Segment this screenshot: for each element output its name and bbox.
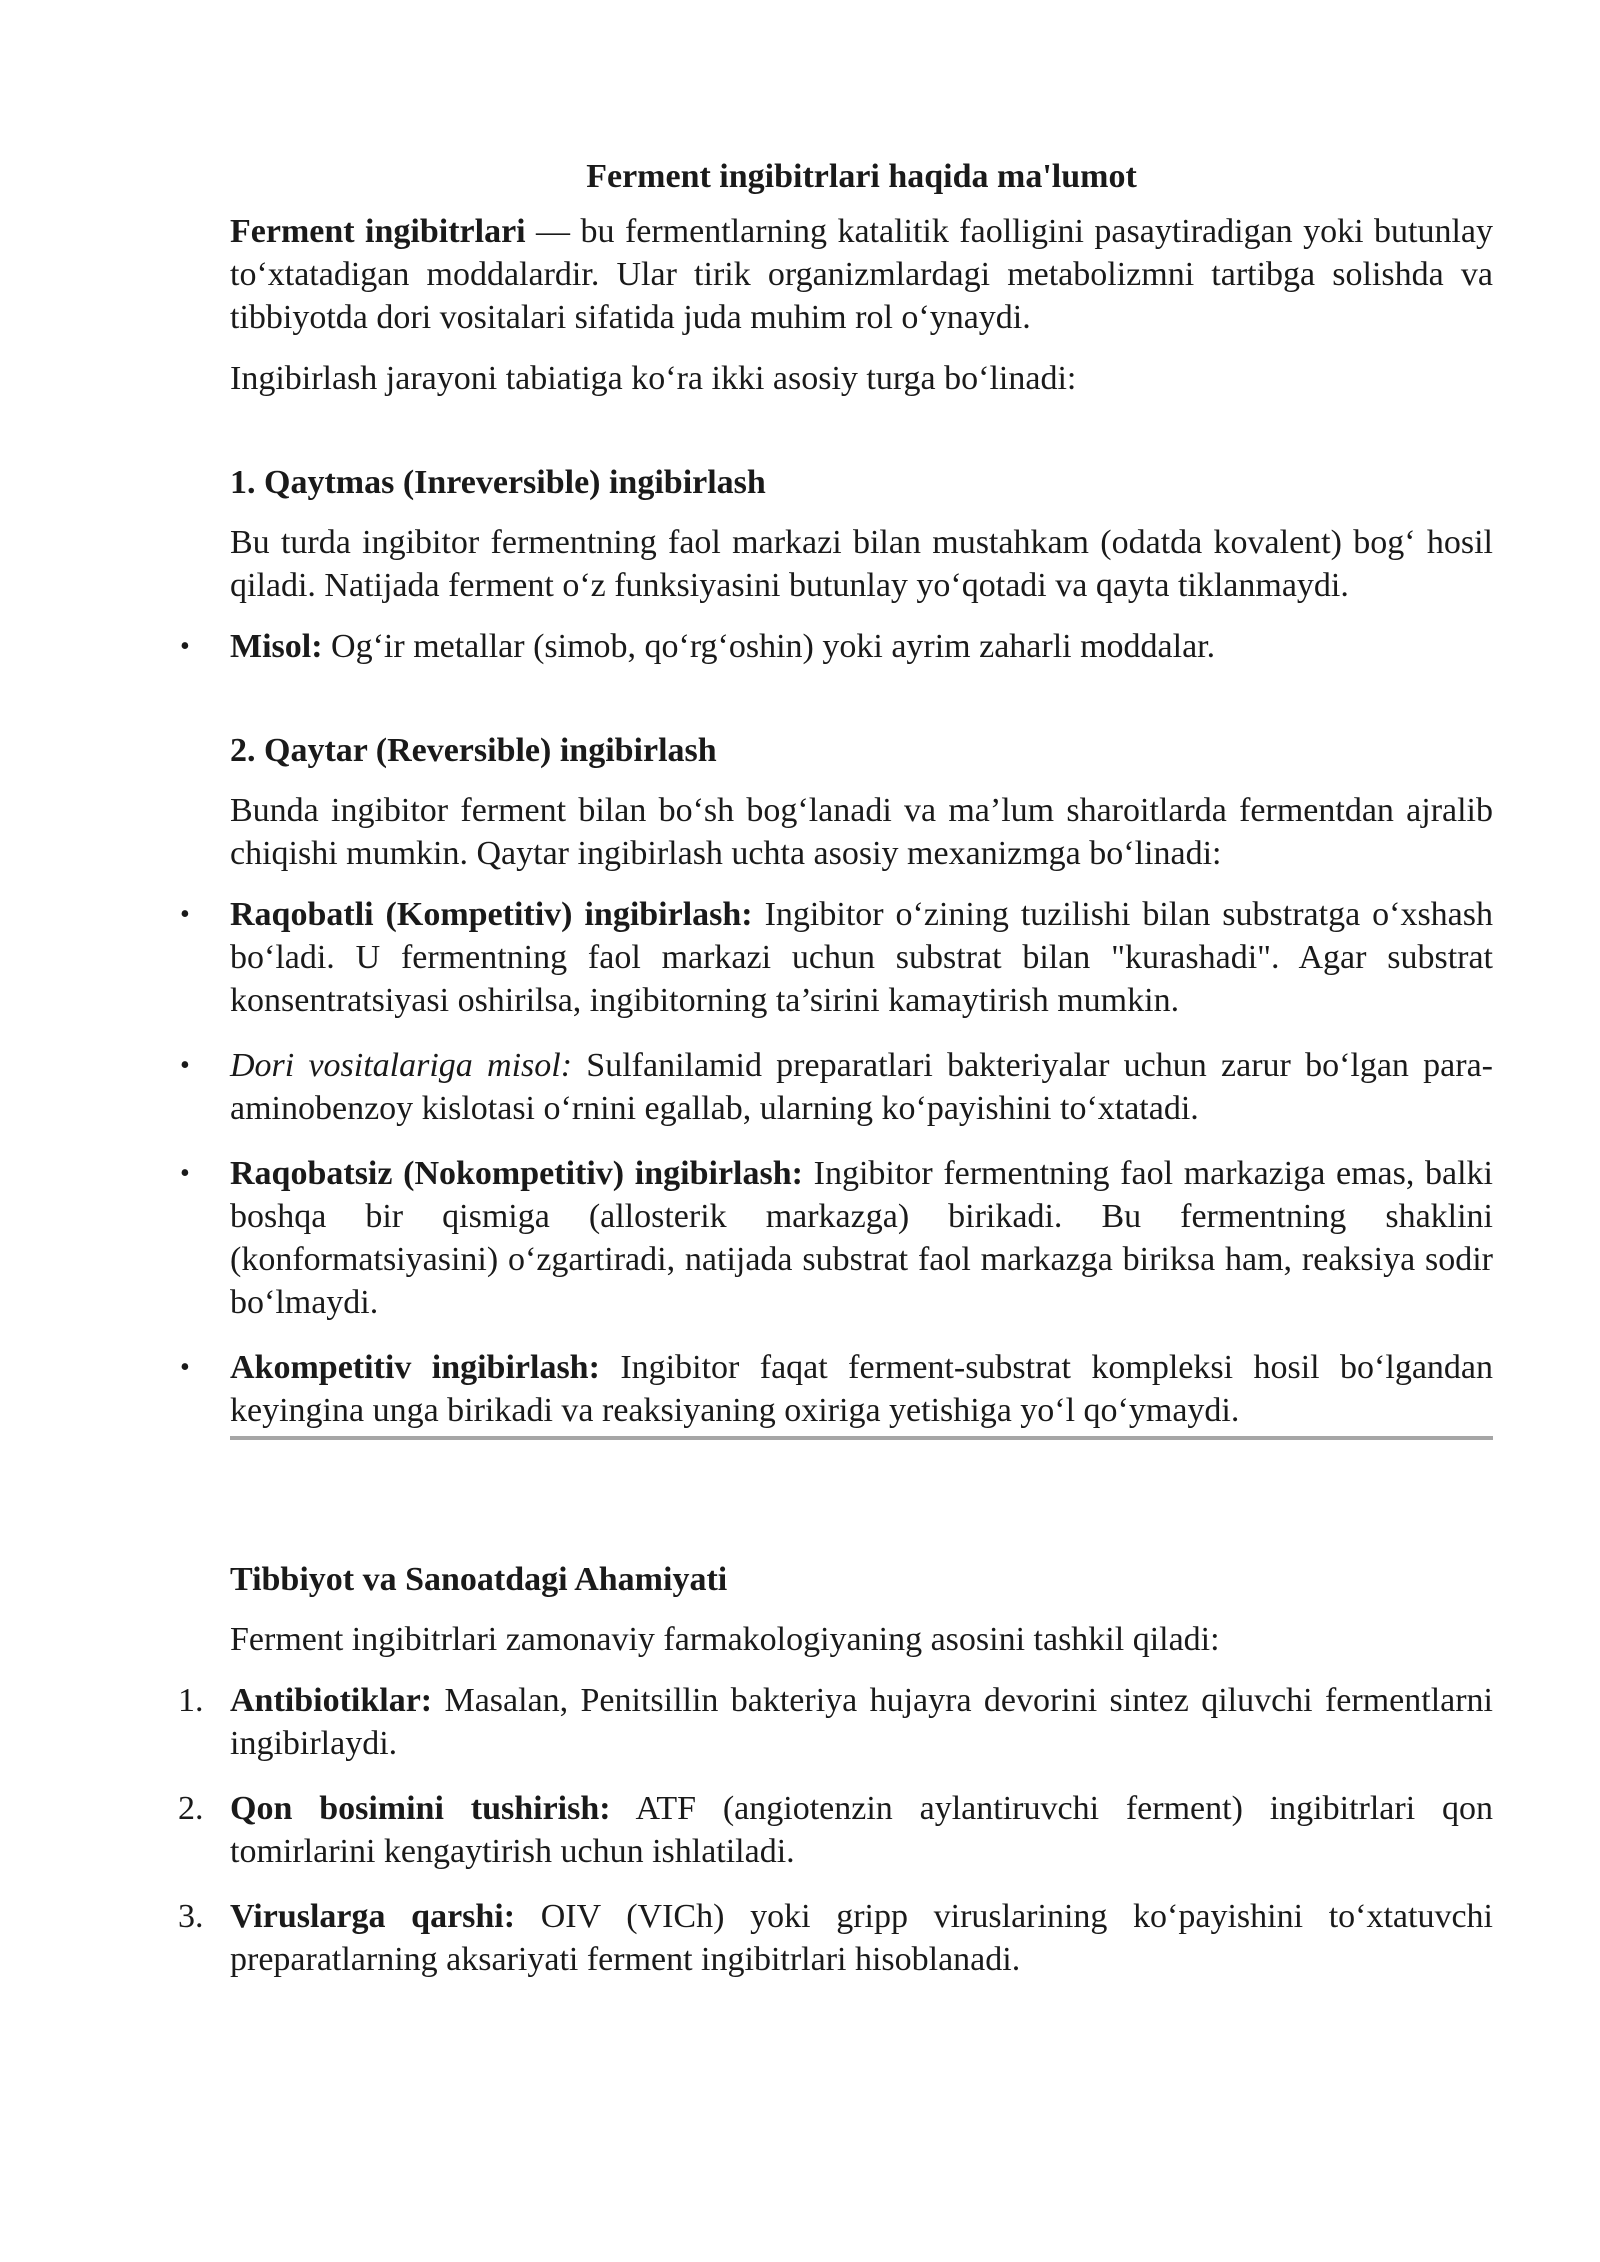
item-label: Antibiotiklar: bbox=[230, 1682, 433, 1719]
bullet-label: Akompetitiv ingibirlash: bbox=[230, 1349, 600, 1386]
intro-term: Ferment ingibitrlari bbox=[230, 213, 526, 250]
horizontal-rule bbox=[230, 1436, 1493, 1440]
section-text-reversible: Bunda ingibitor ferment bilan bo‘sh bog‘lanadi va ma’lum sharoitlarda fermentdan ajralib chiqishi mumkin. Qaytar ingibirlash uchta asosiy mexanizmga bo‘linadi: bbox=[230, 792, 1493, 872]
section-heading-significance: Tibbiyot va Sanoatdagi Ahamiyati bbox=[230, 1561, 728, 1598]
list-item bbox=[230, 1044, 1493, 1130]
bullet-text: Og‘ir metallar (simob, qo‘rg‘oshin) yoki ayrim zaharli moddalar. bbox=[322, 628, 1216, 665]
item-text: OIV (VICh) yoki gripp viruslarining ko‘payishini to‘xtatuvchi preparatlarning aksariyati ferment ingibitrlari hisoblanadi. bbox=[230, 1898, 1493, 1978]
irreversible-bullet-list bbox=[230, 625, 1493, 668]
item-text: ATF (angiotenzin aylantiruvchi ferment) ingibitrlari qon tomirlarini kengaytirish uchun ishlatiladi. bbox=[230, 1790, 1493, 1870]
list-item bbox=[178, 1895, 1493, 1981]
list-item bbox=[230, 1346, 1493, 1432]
list-item bbox=[178, 1679, 1493, 1765]
item-number: 3. bbox=[178, 1898, 204, 1935]
intro-paragraph bbox=[230, 210, 1493, 339]
section-text-irreversible: Bu turda ingibitor fermentning faol markazi bilan mustahkam (odatda kovalent) bog‘ hosil qiladi. Natijada ferment o‘z funksiyasini butunlay yo‘qotadi va qayta tiklanmaydi. bbox=[230, 524, 1493, 604]
bullet-label: Raqobatli (Kompetitiv) ingibirlash: bbox=[230, 896, 753, 933]
bullet-text: Ingibitor fermentning faol markaziga emas, balki boshqa bir qismiga (allosterik markazga) birikadi. Bu fermentning shaklini (konformatsiyasini) o‘zgartiradi, natijada substrat faol markazga biriksa ham, reaksiya sodir bo‘lmaydi. bbox=[230, 1155, 1493, 1321]
item-label: Qon bosimini tushirish: bbox=[230, 1790, 611, 1827]
item-text: Masalan, Penitsillin bakteriya hujayra devorini sintez qiluvchi fermentlarni ingibirlaydi. bbox=[230, 1682, 1493, 1762]
list-item bbox=[230, 1152, 1493, 1324]
reversible-bullet-list bbox=[230, 893, 1493, 1432]
bullet-text: Sulfanilamid preparatlari bakteriyalar uchun zarur bo‘lgan para-aminobenzoy kislotasi o‘rnini egallab, ularning ko‘payishini to‘xtatadi. bbox=[230, 1047, 1494, 1127]
section-heading-reversible: 2. Qaytar (Reversible) ingibirlash bbox=[230, 732, 717, 769]
bullet-text: Ingibitor faqat ferment-substrat kompleksi hosil bo‘lgandan keyingina unga birikadi va reaksiyaning oxiriga yetishiga yo‘l qo‘ymaydi. bbox=[230, 1349, 1493, 1429]
list-item bbox=[178, 1787, 1493, 1873]
item-number: 1. bbox=[178, 1682, 204, 1719]
bullet-label: Dori vositalariga misol: bbox=[230, 1047, 573, 1084]
document-body bbox=[178, 155, 1494, 2003]
list-item bbox=[230, 625, 1493, 668]
section-text-significance: Ferment ingibitrlari zamonaviy farmakologiyaning asosini tashkil qiladi: bbox=[230, 1621, 1220, 1658]
bullet-label: Misol: bbox=[230, 628, 323, 665]
bullet-text: Ingibitor o‘zining tuzilishi bilan substratga o‘xshash bo‘ladi. U fermentning faol markazi uchun substrat bilan "kurashadi". Agar substrat konsentratsiyasi oshirilsa, ingibitorning ta’sirini kamaytirish mumkin. bbox=[230, 896, 1494, 1019]
significance-numbered-list bbox=[178, 1679, 1493, 1981]
types-intro: Ingibirlash jarayoni tabiatiga ko‘ra ikki asosiy turga bo‘linadi: bbox=[230, 360, 1077, 397]
list-item bbox=[230, 893, 1493, 1022]
item-label: Viruslarga qarshi: bbox=[230, 1898, 516, 1935]
intro-text: — bu fermentlarning katalitik faolligini pasaytiradigan yoki butunlay to‘xtatadigan moddalardir. Ular tirik organizmlardagi metabolizmni tartibga solishda va tibbiyotda dori vositalari sifatida juda muhim rol o‘ynaydi. bbox=[230, 213, 1493, 336]
bullet-label: Raqobatsiz (Nokompetitiv) ingibirlash: bbox=[230, 1155, 803, 1192]
document-title: Ferment ingibitrlari haqida ma'lumot bbox=[586, 158, 1137, 195]
item-number: 2. bbox=[178, 1790, 204, 1827]
section-heading-irreversible: 1. Qaytmas (Inreversible) ingibirlash bbox=[230, 464, 766, 501]
